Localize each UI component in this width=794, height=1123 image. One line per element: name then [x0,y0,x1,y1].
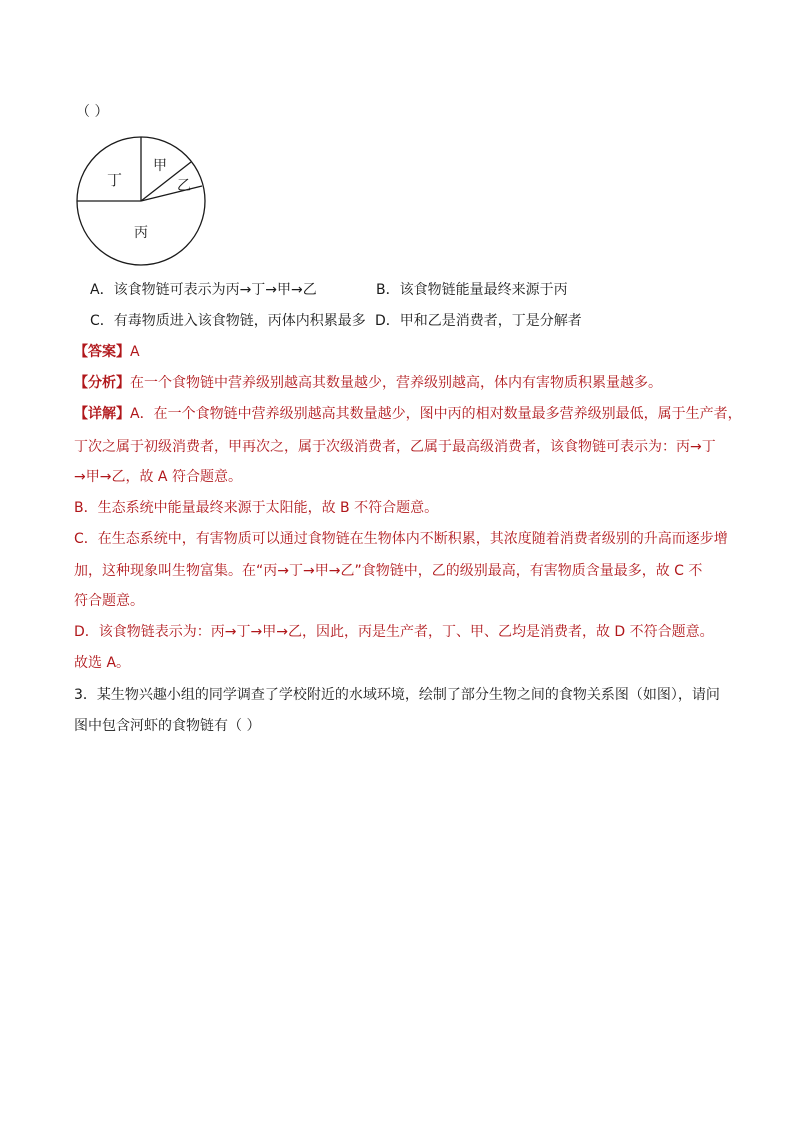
answer-value: A [130,344,140,360]
detail-text-1: A．在一个食物链中营养级别越高其数量越少，图中丙的相对数量最多营养级别最低，属于生产者， [130,406,742,422]
option-b: B．该食物链能量最终来源于丙 [376,282,568,298]
answer-tag: 【答案】 [74,344,130,360]
detail-option-d: D．该食物链表示为：丙→丁→甲→乙，因此，丙是生产者，丁、甲、乙均是消费者，故 D 不符合题意。 [74,624,714,640]
detail-option-c-1: C．在生态系统中，有害物质可以通过食物链在生物体内不断积累，其浓度随着消费者级别的升高而逐步增 [74,531,728,547]
pie-chart-svg [74,136,208,266]
final-choice: 故选 A。 [74,655,131,671]
answer-line [74,342,140,362]
pie-label-bing: 丙 [134,225,148,241]
detail-tag: 【详解】 [74,406,130,422]
detail-option-b: B．生态系统中能量最终来源于太阳能，故 B 不符合题意。 [74,500,439,516]
detail-line-1 [74,404,742,424]
detail-option-c-3: 符合题意。 [74,593,144,609]
detail-line-3: →甲→乙，故 A 符合题意。 [74,469,242,485]
pie-label-yi: 乙 [177,178,191,194]
analysis-text: 在一个食物链中营养级别越高其数量越少，营养级别越高，体内有害物质积累量越多。 [130,375,662,391]
option-a: A．该食物链可表示为丙→丁→甲→乙 [90,282,317,298]
question-3-line-1: 3．某生物兴趣小组的同学调查了学校附近的水域环境，绘制了部分生物之间的食物关系图（如图），请问 [74,687,720,703]
question-answer-blank: （ ） [76,104,109,120]
option-d: D．甲和乙是消费者，丁是分解者 [375,313,582,329]
detail-option-c-2: 加，这种现象叫生物富集。在“丙→丁→甲→乙”食物链中，乙的级别最高，有害物质含量最多，故 C 不 [74,563,703,579]
pie-label-jia: 甲 [153,158,167,174]
detail-line-2: 丁次之属于初级消费者，甲再次之，属于次级消费者，乙属于最高级消费者，该食物链可表示为：丙→丁 [74,439,716,455]
option-c: C．有毒物质进入该食物链，丙体内积累最多 [90,313,366,329]
pie-label-ding: 丁 [107,171,123,189]
analysis-tag: 【分析】 [74,375,130,391]
question-3-line-2: 图中包含河虾的食物链有（ ） [74,718,261,734]
pie-chart [74,136,208,266]
analysis-line [74,373,662,393]
